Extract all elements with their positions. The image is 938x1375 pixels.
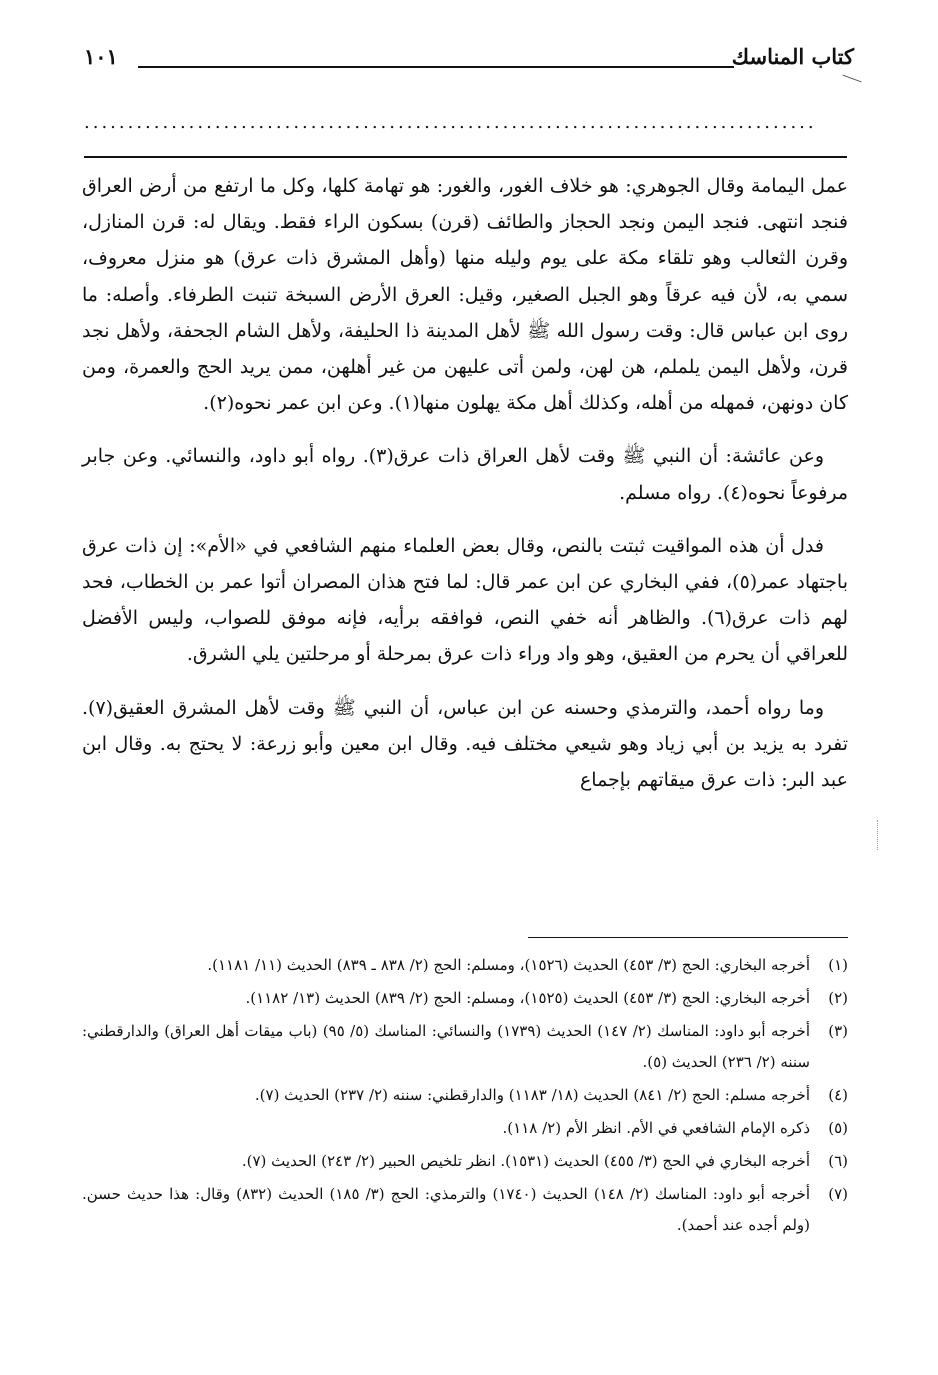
running-header <box>84 44 854 80</box>
footnote-text: أخرجه البخاري: الحج (٣/ ٤٥٣) الحديث (١٥٢٦)، ومسلم: الحج (٢/ ٨٣٨ ـ ٨٣٩) الحديث (١١/ ١١٨١). <box>207 956 810 974</box>
footnote <box>82 1179 848 1241</box>
margin-mark <box>877 820 879 850</box>
footnote-number: (٥) <box>828 1119 848 1137</box>
footnote-text: أخرجه البخاري في الحج (٣/ ٤٥٥) الحديث (١٥٣١). انظر تلخيص الحبير (٢/ ٢٤٣) الحديث (٧). <box>241 1152 810 1170</box>
dotted-separator: .................................................................................... <box>84 112 817 132</box>
footnote-text: أخرجه البخاري: الحج (٣/ ٤٥٣) الحديث (١٥٢٥)، ومسلم: الحج (٢/ ٨٣٩) الحديث (١٣/ ١١٨٢). <box>245 989 810 1007</box>
footnote-text: أخرجه أبو داود: المناسك (٢/ ١٤٧) الحديث (١٧٣٩) والنسائي: المناسك (٥/ ٩٥) (باب ميقات أهل العراق) والدارقطني: سننه (٢/ ٢٣٦) الحديث (٥). <box>82 1022 810 1071</box>
text-top-rule <box>84 156 847 158</box>
footnote-text: أخرجه مسلم: الحج (٢/ ٨٤١) الحديث (١٨/ ١١٨٣) والدارقطني: سننه (٢/ ٢٣٧) الحديث (٧). <box>254 1086 810 1104</box>
page-number: ١٠١ <box>84 44 118 69</box>
paragraph: عمل اليمامة وقال الجوهري: هو خلاف الغور، والغور: هو تهامة كلها، وكل ما ارتفع من أرض العراق فنجد انتهى. فنجد اليمن ونجد الحجاز والطائف (قرن) بسكون الراء فقط. ويقال له: قرن المنازل، وقرن الثعالب وهو تلقاء مكة على يوم وليله منها (وأهل المشرق ذات عرق) هو منزل معروف، سمي به، لأن فيه عرقاً وهو الجبل الصغير، وقيل: العرق الأرض السبخة تنبت الطرفاء. وأصله: ما روى ابن عباس قال: وقت رسول الله ﷺ لأهل المدينة ذا الحليفة، ولأهل الشام الجحفة، ولأهل نجد قرن، ولأهل اليمن يلملم، هن لهن، ولمن أتى عليهن من غير أهلهن، ممن يريد الحج والعمرة، ومن كان دونهن، فمهله من أهله، وكذلك أهل مكة يهلون منها(١). وعن ابن عمر نحوه(٢). <box>82 175 848 415</box>
paragraph: وما رواه أحمد، والترمذي وحسنه عن ابن عباس، أن النبي ﷺ وقت لأهل المشرق العقيق(٧). تفرد به يزيد بن أبي زياد وهو شيعي مختلف فيه. وقال ابن معين وأبو زرعة: لا يحتج به. وقال ابن عبد البر: ذات عرق ميقاتهم بإجماع <box>82 696 848 792</box>
footnote <box>82 1113 848 1144</box>
footnote-number: (٣) <box>828 1022 848 1040</box>
footnote-text: ذكره الإمام الشافعي في الأم. انظر الأم (٢/ ١١٨). <box>502 1119 810 1137</box>
footnote-number: (١) <box>828 956 848 974</box>
footnote <box>82 1146 848 1177</box>
paragraph: وعن عائشة: أن النبي ﷺ وقت لأهل العراق ذات عرق(٣). رواه أبو داود، والنسائي. وعن جابر مرفوعاً نحوه(٤). رواه مسلم. <box>82 445 848 504</box>
header-rule <box>138 66 734 68</box>
footnote <box>82 950 848 981</box>
footnote-number: (٢) <box>828 989 848 1007</box>
footnote <box>82 1016 848 1078</box>
footnote <box>82 1080 848 1111</box>
footnote-number: (٤) <box>828 1086 848 1104</box>
footnote-rule <box>528 937 848 938</box>
footnote-text: أخرجه أبو داود: المناسك (٢/ ١٤٨) الحديث (١٧٤٠) والترمذي: الحج (٣/ ١٨٥) الحديث (٨٣٢) وقال: هذا حديث حسن. (ولم أجده عند أحمد). <box>82 1185 810 1234</box>
footnotes <box>82 950 848 1243</box>
paragraph: فدل أن هذه المواقيت ثبتت بالنص، وقال بعض العلماء منهم الشافعي في «الأم»: إن ذات عرق باجتهاد عمر(٥)، ففي البخاري عن ابن عمر قال: لما فتح هذان المصران أتوا عمر بن الخطاب، فحد لهم ذات عرق(٦). والظاهر أنه خفي النص، فوافقه برأيه، فإنه موفق للصواب، وليس الأفضل للعراقي أن يحرم من العقيق، وهو واد وراء ذات عرق بمرحلة أو مرحلتين يلي الشرق. <box>82 534 848 666</box>
footnote <box>82 983 848 1014</box>
footnote-number: (٦) <box>828 1152 848 1170</box>
main-text <box>82 168 848 815</box>
footnote-number: (٧) <box>828 1185 848 1203</box>
chapter-title: كتاب المناسك <box>731 44 854 69</box>
